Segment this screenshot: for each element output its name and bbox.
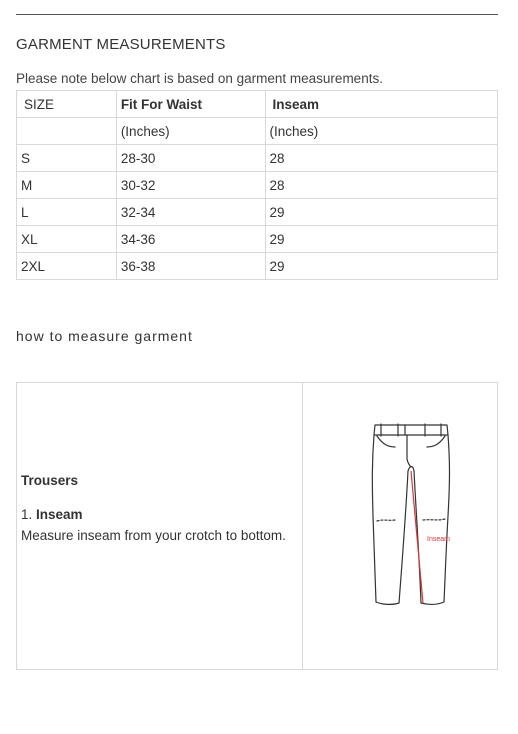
table-header-row — [17, 91, 498, 118]
cell-inseam: 28 — [265, 145, 497, 172]
measure-guide-text — [17, 383, 303, 669]
size-chart-table — [16, 90, 498, 280]
cell-waist: 30-32 — [116, 172, 265, 199]
table-row — [17, 172, 498, 199]
table-row — [17, 145, 498, 172]
units-waist: (Inches) — [116, 118, 265, 145]
cell-inseam: 28 — [265, 172, 497, 199]
header-inseam: Inseam — [265, 91, 497, 118]
illustration-label: Inseam — [427, 536, 450, 543]
cell-size: XL — [17, 226, 117, 253]
step-number: 1. — [21, 507, 33, 522]
table-row — [17, 226, 498, 253]
cell-inseam: 29 — [265, 226, 497, 253]
header-size: SIZE — [17, 91, 117, 118]
cell-waist: 32-34 — [116, 199, 265, 226]
chart-note: Please note below chart is based on garment measurements. — [16, 71, 383, 86]
section-title: GARMENT MEASUREMENTS — [16, 36, 226, 53]
garment-name: Trousers — [21, 473, 79, 488]
table-units-row — [17, 118, 498, 145]
cell-inseam: 29 — [265, 253, 497, 280]
cell-waist: 34-36 — [116, 226, 265, 253]
cell-waist: 28-30 — [116, 145, 265, 172]
trousers-illustration-icon — [353, 421, 453, 611]
units-size — [17, 118, 117, 145]
cell-size: 2XL — [17, 253, 117, 280]
units-inseam: (Inches) — [265, 118, 497, 145]
inseam-marker-line — [411, 471, 423, 603]
top-divider — [16, 14, 498, 15]
step-name: Inseam — [36, 507, 83, 522]
table-row — [17, 199, 498, 226]
measure-guide-box — [16, 382, 498, 670]
measure-step — [21, 507, 83, 522]
cell-size: M — [17, 172, 117, 199]
cell-size: S — [17, 145, 117, 172]
step-description: Measure inseam from your crotch to bottom. — [21, 528, 286, 543]
illustration-panel — [303, 383, 497, 669]
table-row — [17, 253, 498, 280]
cell-waist: 36-38 — [116, 253, 265, 280]
header-fit-for-waist: Fit For Waist — [116, 91, 265, 118]
cell-inseam: 29 — [265, 199, 497, 226]
cell-size: L — [17, 199, 117, 226]
how-to-measure-title: how to measure garment — [16, 328, 193, 344]
